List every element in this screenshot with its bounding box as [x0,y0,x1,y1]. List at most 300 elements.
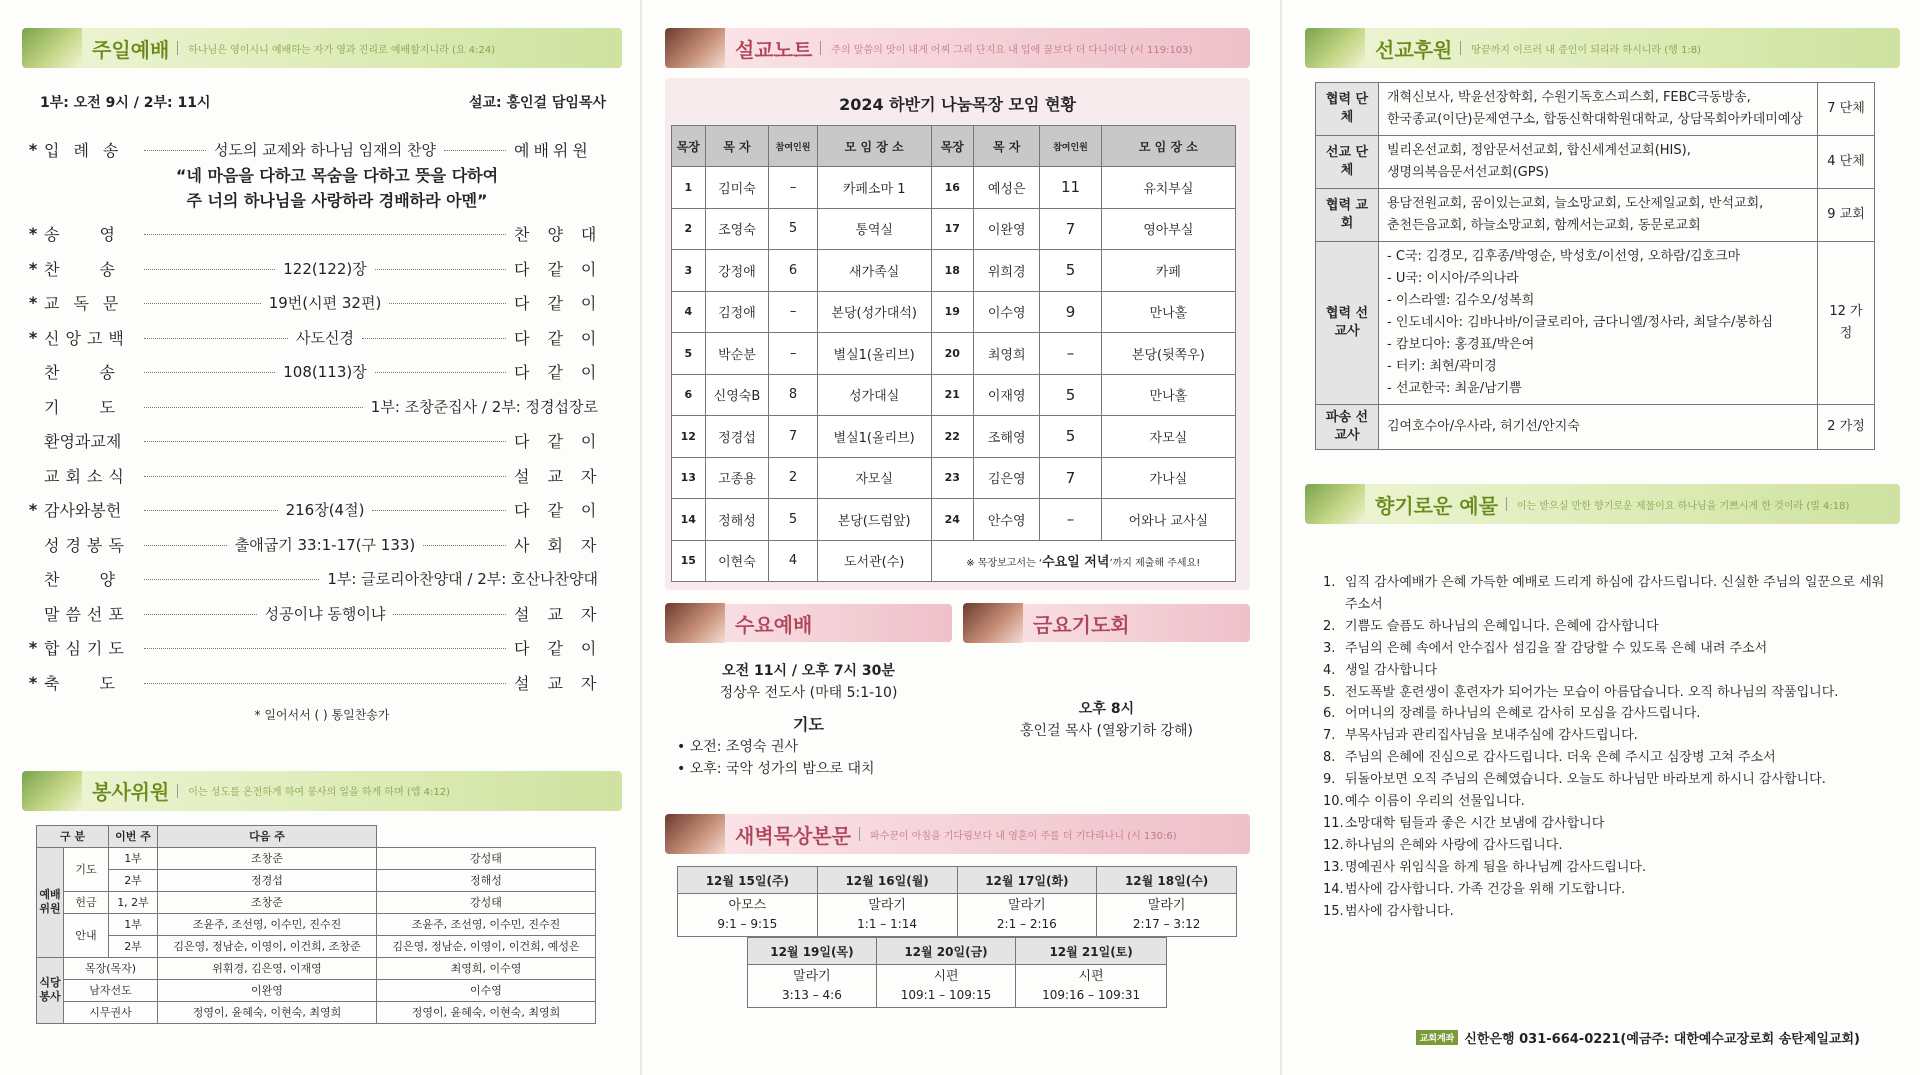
next-week-cell: 조윤주, 조선영, 이수민, 진수진 [377,913,596,935]
reading-ref: 9:1 – 9:15 [717,917,778,931]
mission-line: 생명의복음문서선교회(GPS) [1387,165,1549,180]
group-cell: 별실1(올리브) [817,333,931,375]
order-item-label: 신앙고백 [44,328,130,348]
list-item [1323,791,1900,813]
order-row [22,631,622,666]
order-item-label: 축도 [44,673,155,693]
group-cell: 7 [769,416,818,458]
reading-book: 아모스 [728,898,767,913]
leader-label: 찬양대 [514,225,615,245]
list-item [1323,572,1900,616]
reading-ref: 109:16 – 109:31 [1042,988,1141,1002]
reading-ref: 1:1 – 1:14 [857,917,918,931]
group-cell: 유치부실 [1101,167,1235,209]
reading-cell [817,894,957,937]
item-text: 주님의 은혜 속에서 안수집사 섬김을 잘 감당할 수 있도록 은혜 내려 주소서 [1345,640,1768,656]
order-item-leader [514,138,606,161]
star-mark: * [28,139,38,159]
group-cell: 24 [931,499,974,541]
group-cell: 1 [672,167,706,209]
group-cell: 정해성 [705,499,769,541]
item-number: 15. [1323,903,1344,919]
mission-category: 협력 교회 [1316,189,1379,242]
date-header: 12월 16일(월) [817,867,957,894]
order-item-leader [514,533,615,556]
group-cell: 만나홀 [1101,374,1235,416]
reading-ref: 2:17 – 3:12 [1132,917,1201,931]
table-row [37,1001,596,1023]
reading-book: 말라기 [1008,898,1046,913]
role-cell: 남자선도 [64,979,158,1001]
item-text: 부목사님과 관리집사님을 보내주심에 감사드립니다. [1345,728,1638,744]
order-item-label: 감사와봉헌 [44,501,122,521]
order-item-label: 성경봉독 [44,535,130,555]
group-cell: 김은영 [974,457,1040,499]
order-item-name [44,138,136,161]
star-mark: * [28,327,38,347]
col-header: 목 자 [974,126,1040,167]
group-table-title: 2024 하반기 나눔목장 모임 현황 [839,95,1076,114]
group-cell: 23 [931,457,974,499]
leader-label: 다같이 [514,259,615,279]
order-item-name [44,326,136,349]
this-week-cell: 이완영 [158,979,377,1001]
item-text: 범사에 감사합니다. 가족 건강을 위해 기도합니다. [1345,881,1626,897]
worship-subtitle: 하나님은 영이시니 예배하는 자가 영과 진리로 예배할지니라 (요 4:24) [188,44,496,56]
order-item-label: 찬양 [44,570,155,590]
group-cell: 7 [1040,457,1101,499]
group-panel [665,78,1250,590]
col-header: 구 분 [37,825,109,847]
group-cell: 만나홀 [1101,291,1235,333]
wednesday-time: 오전 11시 / 오후 7시 30분 [722,663,895,679]
list-item [1323,638,1900,660]
wednesday-section [665,604,952,780]
offering-banner [1305,484,1900,524]
group-table [671,125,1236,582]
item-text: 기쁨도 슬픔도 하나님의 은혜입니다. 은혜에 감사합니다 [1345,618,1659,634]
worship-banner [22,28,622,68]
next-week-cell: 정영이, 윤혜숙, 이현숙, 최영희 [377,1001,596,1023]
service-title: 봉사위원 [92,780,170,804]
order-item-label: 기도 [44,397,155,417]
group-cell: 본당(성가대석) [817,291,931,333]
item-text: 어머니의 장례를 하나님의 은혜로 감사히 모심을 감사드립니다. [1345,706,1701,722]
role-cell: 목장(목자) [64,957,158,979]
order-item-label: 합심기도 [44,639,130,659]
item-text: 소망대학 팀들과 좋은 시간 보냄에 감사합니다 [1345,815,1605,831]
order-item-leader [514,464,615,487]
offering-title: 향기로운 예물 [1375,493,1498,518]
reading-ref: 109:1 – 109:15 [900,988,992,1002]
list-item [1323,813,1900,835]
item-number: 6. [1323,706,1336,722]
group-cell: – [769,167,818,209]
mission-line: - U국: 이시아/주의나라 [1387,268,1809,290]
group-cell: 21 [931,374,974,416]
this-week-cell: 조창준 [158,847,377,869]
reading-book: 시편 [1078,969,1104,984]
group-cell: 통역실 [817,208,931,250]
group-cell: 예성은 [974,167,1040,209]
reading-cell [876,965,1015,1008]
group-cell: 18 [931,250,974,292]
mission-count: 4 단체 [1818,136,1875,189]
col-header: 다음 주 [158,825,377,847]
item-number: 12. [1323,837,1344,853]
group-cell: 김정애 [705,291,769,333]
mission-line: - 이스라엘: 김수오/성복희 [1387,290,1809,312]
item-text: 생일 감사합니다 [1345,662,1438,678]
order-item-name [44,257,155,280]
order-item-detail: 출애굽기 33:1-17(구 133) [234,535,416,554]
order-item-detail: 1부: 글로리아찬양대 / 2부: 호산나찬양대 [327,570,598,589]
account-info [1416,1028,1860,1047]
reading-cell [748,965,877,1008]
part-cell: 1부 [109,913,158,935]
col-header: 이번 주 [109,825,158,847]
missions-subtitle: 땅끝까지 이르러 내 증인이 되리라 하시니라 (행 1:8) [1471,44,1701,56]
group-cell: 새가족실 [817,250,931,292]
mission-category: 협력 선교사 [1316,242,1379,405]
table-row [37,891,596,913]
table-row [37,913,596,935]
this-week-cell: 김은영, 정남순, 이영이, 이건희, 조창준 [158,935,377,957]
account-tag: 교회계좌 [1416,1030,1459,1045]
item-text: 뒤돌아보면 오직 주님의 은혜였습니다. 오늘도 하나님만 바라보게 하시니 감사합니다. [1345,772,1826,788]
table-row [672,540,1236,582]
mission-list [1379,242,1818,405]
table-row [672,250,1236,292]
this-week-cell: 위휘경, 김은영, 이재영 [158,957,377,979]
group-cell: – [1040,499,1101,541]
item-number: 8. [1323,750,1336,766]
reading-ref: 3:13 – 4:6 [781,988,842,1002]
table-row [37,979,596,1001]
order-item-name [44,395,155,418]
this-week-cell: 정영이, 윤혜숙, 이현숙, 최영희 [158,1001,377,1023]
item-number: 1. [1323,575,1336,590]
table-row [37,847,596,869]
group-cell: 22 [931,416,974,458]
list-item [1323,703,1900,725]
item-text: 주님의 은혜에 진심으로 감사드립니다. 더욱 은혜 주시고 심장병 고쳐 주소서 [1345,750,1776,766]
offering-subtitle: 이는 받으실 만한 향기로운 제물이요 하나님을 기쁘시게 한 것이라 (빌 4:18) [1516,500,1850,512]
item-text: 전도폭발 훈련생이 훈련자가 되어가는 모습이 아름답습니다. 오직 하나님의 작품입니다. [1345,684,1839,700]
mission-list [1379,189,1818,242]
prayer-title: 기도 [793,715,824,734]
mission-category: 선교 단체 [1316,136,1379,189]
order-item-label: 찬송 [44,363,155,383]
dawn-banner [665,814,1250,854]
order-item-detail: 성도의 교제와 하나님 임재의 찬양 [214,140,436,159]
next-week-cell: 정해성 [377,869,596,891]
group-cell: 카페소마 1 [817,167,931,209]
col-header: 참여인원 [1040,126,1101,167]
mission-line: - 캄보디아: 홍경표/박은여 [1387,334,1809,356]
order-item-name [44,360,155,383]
group-cell: 6 [672,374,706,416]
date-header: 12월 18일(수) [1097,867,1237,894]
group-cell: 본당(뒷쪽우) [1101,333,1235,375]
table-row [672,457,1236,499]
group-cell: 5 [672,333,706,375]
order-item-leader [514,326,615,349]
date-header: 12월 15일(주) [678,867,818,894]
order-item-leader [514,257,615,280]
group-cell: 별실1(올리브) [817,416,931,458]
item-text: 임직 감사예배가 은혜 가득한 예배로 드리게 하심에 감사드립니다. 신실한 주님의 일꾼으로 세워 주소서 [1345,575,1885,612]
order-item-leader [514,222,615,245]
dawn-table-2 [747,937,1167,1008]
column-missions [1305,0,1900,1075]
table-row [672,374,1236,416]
reading-book: 말라기 [793,969,831,984]
group-cell: 17 [931,208,974,250]
group-cell: 영아부실 [1101,208,1235,250]
order-item-leader [514,498,615,521]
group-cell: 이현숙 [705,540,769,582]
order-row [22,355,622,390]
hymn-line: 주 너의 하나님을 사랑하라 경배하라 아멘” [186,190,488,210]
order-item-name [44,533,136,556]
item-number: 14. [1323,881,1344,897]
mission-line: - 터키: 최현/곽미경 [1387,356,1809,378]
next-week-cell: 최영희, 이수영 [377,957,596,979]
group-cell: 카페 [1101,250,1235,292]
service-subtitle: 이는 성도를 온전하게 하여 봉사의 일을 하게 하며 (엡 4:12) [188,787,451,798]
order-item-name [44,602,136,625]
group-cell: 신영숙B [705,374,769,416]
group-cell: 자모실 [817,457,931,499]
order-row [22,562,622,597]
note-emphasis: 수요일 저녁 [1042,555,1110,571]
role-cell: 헌금 [64,891,109,913]
leaf-image [22,28,82,68]
leader-label: 다같이 [514,294,615,314]
column-sermon [665,0,1250,1075]
date-header: 12월 21일(토) [1016,938,1167,965]
leader-label: 설교자 [514,673,615,693]
star-mark: * [28,224,38,244]
group-cell: 자모실 [1101,416,1235,458]
item-number: 3. [1323,640,1336,656]
table-row [1316,405,1875,450]
item-number: 13. [1323,859,1344,875]
group-cell: 안수영 [974,499,1040,541]
group-cell: 고종용 [705,457,769,499]
mission-line: 한국종교(이단)문제연구소, 합동신학대학원대학교, 상담목회아카데미예상 [1387,112,1803,127]
sunrise-image [665,814,725,854]
table-row [672,499,1236,541]
cross-image [665,603,725,643]
order-item-leader [514,429,615,452]
hands-image [22,771,82,811]
order-item-name [44,498,136,521]
mission-count: 12 가정 [1818,242,1875,405]
offering-list [1323,572,1900,923]
order-item-detail: 19번(시편 32편) [268,294,382,313]
wednesday-title: 수요예배 [735,612,813,637]
star-mark: * [28,500,38,520]
group-cell: 가나실 [1101,457,1235,499]
item-text: 예수 이름이 우리의 선물입니다. [1345,794,1525,810]
group-cell: 5 [1040,374,1101,416]
group-cell: 이완영 [974,208,1040,250]
order-item-name [44,567,155,590]
dawn-table-1 [677,866,1237,937]
service-banner [22,771,622,811]
group-cell: 조해영 [974,416,1040,458]
hands-image [963,603,1023,643]
this-week-cell: 정경섭 [158,869,377,891]
mission-count: 2 가정 [1818,405,1875,450]
order-item-name [44,636,136,659]
star-mark: * [28,672,38,692]
list-item [1323,769,1900,791]
leaf-image [1305,484,1365,524]
group-cell: 19 [931,291,974,333]
item-text: 명예권사 위임식을 하게 됨을 하나님께 감사드립니다. [1345,859,1647,875]
order-item-label: 환영과교제 [44,432,122,452]
group-cell: – [1040,333,1101,375]
group-cell: 어와나 교사실 [1101,499,1235,541]
prayer-am: • 오전: 조영숙 권사 [677,739,798,755]
part-cell: 2부 [109,869,158,891]
friday-banner [963,604,1250,642]
dawn-subtitle: 파수꾼이 아침을 기다림보다 내 영혼이 주를 더 기다리나니 (시 130:6) [869,830,1177,842]
leader-label: 다같이 [514,432,615,452]
reading-cell [1097,894,1237,937]
next-week-cell: 김은영, 정남순, 이영이, 이건희, 예성은 [377,935,596,957]
prayer-pm: • 오후: 국악 성가의 밤으로 대치 [677,761,875,777]
order-row [22,458,622,493]
mission-count: 9 교회 [1818,189,1875,242]
group-cell: 위희경 [974,250,1040,292]
mission-line: 개혁신보사, 박윤선장학회, 수원기독호스피스회, FEBC극동방송, [1387,90,1751,105]
group-cell: 16 [931,167,974,209]
order-row [22,389,622,424]
group-cell: 정경섭 [705,416,769,458]
order-item-name [44,464,136,487]
list-item [1323,901,1900,923]
table-row [1316,242,1875,405]
group-cell: 최영희 [974,333,1040,375]
group-cell: 강정애 [705,250,769,292]
wednesday-banner [665,604,952,642]
leader-label: 예배위원 [514,140,592,160]
friday-title: 금요기도회 [1033,612,1130,637]
star-mark: * [28,638,38,658]
order-row [22,596,622,631]
list-item [1323,835,1900,857]
group-cell: 6 [769,250,818,292]
reading-book: 시편 [933,969,959,984]
table-row [672,416,1236,458]
date-header: 12월 19일(목) [748,938,877,965]
item-number: 11. [1323,815,1344,831]
next-week-cell: 강성태 [377,891,596,913]
group-cell: 조영숙 [705,208,769,250]
friday-section [963,604,1250,780]
hymn-text [52,163,622,213]
order-item-label: 송영 [44,225,155,245]
list-item [1323,747,1900,769]
order-item-detail: 216장(4절) [285,501,365,520]
order-item-label: 말씀선포 [44,604,130,624]
order-row [22,286,622,321]
part-cell: 1, 2부 [109,891,158,913]
mission-line: - 선교한국: 최윤/남기쁨 [1387,378,1809,400]
mission-list [1379,405,1818,450]
mission-list [1379,83,1818,136]
group-cell: 이재영 [974,374,1040,416]
leader-label: 다같이 [514,639,615,659]
account-number: 신한은행 031-664-0221(예금주: 대한예수교장로회 송탄제일교회) [1464,1032,1860,1047]
reading-cell [957,894,1097,937]
group-cell: 11 [1040,167,1101,209]
order-row [22,251,622,286]
sermon-title: 설교노트 [735,37,813,62]
order-row [22,527,622,562]
item-text: 하나님의 은혜와 사랑에 감사드립니다. [1345,837,1563,853]
next-week-cell: 이수영 [377,979,596,1001]
table-row [37,935,596,957]
order-item-name [44,291,136,314]
standing-note: * 일어서서 ( ) 통일찬송가 [254,707,390,722]
dawn-title: 새벽묵상본문 [735,823,851,848]
date-header: 12월 17일(화) [957,867,1097,894]
this-week-cell: 조윤주, 조선영, 이수민, 진수진 [158,913,377,935]
volunteer-table [36,825,596,1024]
sermon-subtitle: 주의 말씀의 맛이 내게 어찌 그리 단지요 내 입에 꿀보다 더 다니이다 (시 119:103) [831,44,1193,56]
group-cell: 5 [769,499,818,541]
sermon-banner [665,28,1250,68]
order-item-detail: 성공이냐 동행이냐 [264,604,386,623]
leader-label: 설교자 [514,604,615,624]
group-cell: 4 [769,540,818,582]
group-cell: 9 [1040,291,1101,333]
mission-line: 김여호수아/우사라, 허기선/안지숙 [1387,419,1580,434]
item-number: 5. [1323,684,1336,700]
reading-ref: 2:1 – 2:16 [996,917,1057,931]
list-item [1323,616,1900,638]
mission-list [1379,136,1818,189]
list-item [1323,660,1900,682]
group-cell: 7 [1040,208,1101,250]
order-item-detail: 108(113)장 [283,363,367,382]
mission-category: 협력 단체 [1316,83,1379,136]
group-cell: 2 [672,208,706,250]
order-item-detail: 사도신경 [296,328,354,347]
mission-category: 파송 선교사 [1316,405,1379,450]
star-mark: * [28,293,38,313]
order-item-label: 입례송 [44,140,133,160]
table-row [672,167,1236,209]
leader-label: 설교자 [514,466,615,486]
group-cell: – [769,291,818,333]
column-worship [22,0,622,1075]
leader-label: 다같이 [514,363,615,383]
group-cell: 13 [672,457,706,499]
note-text: ※ 목장보고서는 ‘ [966,558,1043,570]
order-row [22,132,622,167]
order-of-worship [22,132,622,700]
part-cell: 2부 [109,935,158,957]
order-row [22,320,622,355]
group-cell: 20 [931,333,974,375]
friday-preacher: 홍인걸 목사 (열왕기하 강해) [1019,723,1194,739]
